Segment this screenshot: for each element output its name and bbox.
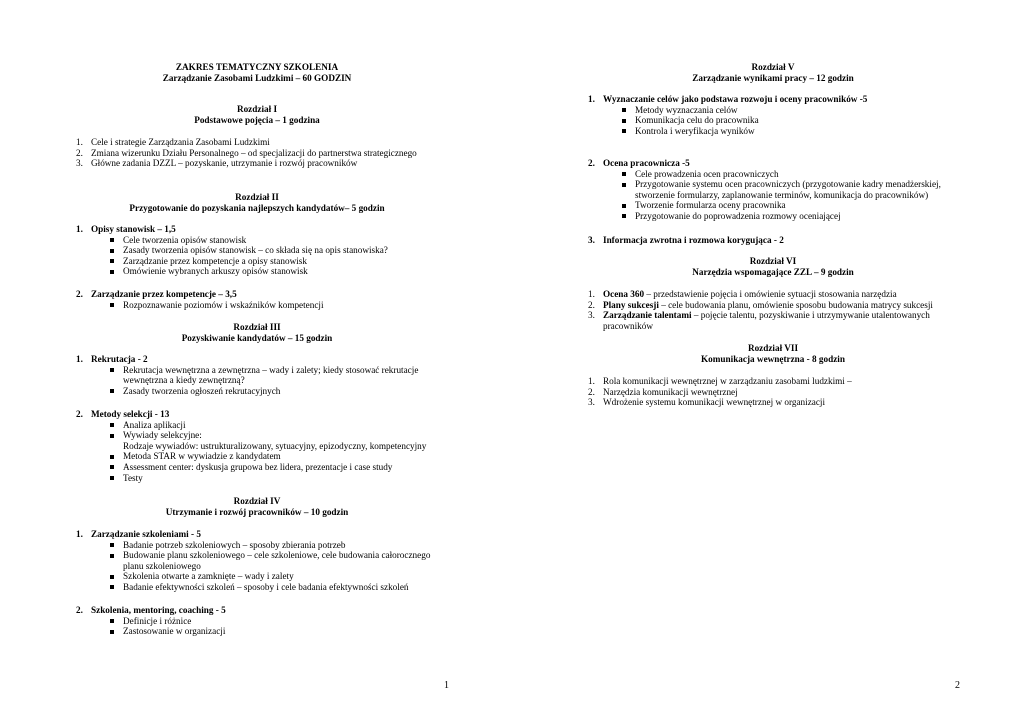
- bullet-item: Wywiady selekcyjne: Rodzaje wywiadów: ustrukturalizowany, sytuacyjny, epizodyczny, kompetencyjny: [76, 430, 438, 451]
- section-title: 2. Ocena pracownicza -5: [588, 158, 690, 168]
- list-item: 2. Narzędzia komunikacji wewnętrznej: [588, 386, 738, 397]
- bullet-item: Tworzenie formularza oceny pracownika: [588, 200, 958, 211]
- bullet-item: Komunikacja celu do pracownika: [588, 115, 958, 126]
- page-number: 1: [444, 680, 449, 691]
- bullet-item: Zasady tworzenia opisów stanowisk – co składa się na opis stanowiska?: [76, 245, 438, 256]
- bullet-item: Metoda STAR w wywiadzie z kandydatem: [76, 451, 438, 462]
- bullet-item: Rekrutacja wewnętrzna a zewnętrzna – wady i zalety; kiedy stosować rekrutacje wewnętrzna a kiedy zewnętrzną?: [76, 365, 438, 386]
- bullet-item: Budowanie planu szkoleniowego – cele szkoleniowe, cele budowania całorocznego planu szkoleniowego: [76, 550, 438, 571]
- chapter-5-section-1: [588, 94, 958, 136]
- chapter-1-heading: [76, 104, 438, 125]
- bullet-item: Metody wyznaczania celów: [588, 105, 958, 116]
- list-item: 2. Plany sukcesji – cele budowania planu, omówienie sposobu budowania matrycy sukcesji: [588, 299, 933, 310]
- chapter-title: Rozdział II: [235, 192, 279, 202]
- chapter-3-section-2: [76, 409, 438, 483]
- chapter-5-section-3: [588, 235, 958, 246]
- section-title: 1. Rekrutacja - 2: [76, 354, 148, 364]
- chapter-6-list: [588, 289, 958, 331]
- list-item: 1. Cele i strategie Zarządzania Zasobami Ludzkimi: [76, 137, 270, 147]
- chapter-title: Rozdział IV: [233, 496, 281, 506]
- section-title: 1. Zarządzanie szkoleniami - 5: [76, 529, 201, 539]
- chapter-5-section-2: [588, 158, 958, 222]
- bullet-item: Assessment center: dyskusja grupowa bez lidera, prezentacje i case study: [76, 462, 438, 473]
- chapter-subtitle: Utrzymanie i rozwój pracowników – 10 godzin: [165, 506, 349, 517]
- chapter-2-section-2: [76, 289, 438, 310]
- chapter-subtitle: Przygotowanie do pozyskania najlepszych kandydatów– 5 godzin: [129, 202, 385, 213]
- main-subtitle: Zarządzanie Zasobami Ludzkimi – 60 GODZIN: [162, 72, 352, 83]
- list-item: 3. Główne zadania DZZL – pozyskanie, utrzymanie i rozwój pracowników: [76, 158, 358, 169]
- bullet-item: Zastosowanie w organizacji: [76, 626, 438, 637]
- list-item-continuation: pracowników: [603, 320, 654, 331]
- bullet-item: Rozpoznawanie poziomów i wskaźników kompetencji: [76, 300, 438, 311]
- chapter-subtitle: Zarządzanie wynikami pracy – 12 godzin: [692, 72, 854, 83]
- bullet-item: Kontrola i weryfikacja wyników: [588, 126, 958, 137]
- list-item: 3. Zarządzanie talentami – pojęcie talentu, pozyskiwanie i utrzymywanie utalentowanych: [588, 310, 930, 321]
- list-item: 2. Zmiana wizerunku Działu Personalnego – od specjalizacji do partnerstwa strategicznego: [76, 147, 417, 158]
- chapter-7-list: [588, 376, 958, 408]
- section-title: 1. Wyznaczanie celów jako podstawa rozwoju i oceny pracowników -5: [588, 94, 868, 104]
- chapter-title: Rozdział V: [751, 62, 795, 72]
- chapter-4-section-1: [76, 529, 438, 593]
- section-title: 2. Metody selekcji - 13: [76, 409, 170, 419]
- chapter-subtitle: Pozyskiwanie kandydatów – 15 godzin: [181, 332, 333, 343]
- chapter-1-list: [76, 137, 438, 169]
- bullet-item: Omówienie wybranych arkuszy opisów stanowisk: [76, 266, 438, 277]
- section-title: 2. Szkolenia, mentoring, coaching - 5: [76, 605, 226, 615]
- chapter-subtitle: Komunikacja wewnętrzna - 8 godzin: [701, 353, 845, 364]
- bullet-item: Badanie potrzeb szkoleniowych – sposoby zbierania potrzeb: [76, 540, 438, 551]
- bullet-item: Definicje i różnice: [76, 616, 438, 627]
- section-title: 3. Informacja zwrotna i rozmowa korygująca - 2: [588, 235, 784, 245]
- chapter-2-section-1: [76, 224, 438, 277]
- chapter-4-section-2: [76, 605, 438, 637]
- chapter-3-heading: [76, 322, 438, 343]
- chapter-5-heading: [588, 62, 958, 83]
- bullet-item: Przygotowanie do poprowadzenia rozmowy oceniającej: [588, 211, 958, 222]
- chapter-3-section-1: [76, 354, 438, 396]
- bullet-item: Szkolenia otwarte a zamknięte – wady i zalety: [76, 571, 438, 582]
- bullet-item: Badanie efektywności szkoleń – sposoby i cele badania efektywności szkoleń: [76, 582, 438, 593]
- chapter-title: Rozdział III: [233, 322, 281, 332]
- list-item: 3. Wdrożenie systemu komunikacji wewnętrznej w organizacji: [588, 397, 826, 408]
- bullet-item: Testy: [76, 473, 438, 484]
- bullet-item: Analiza aplikacji: [76, 420, 438, 431]
- section-title: 2. Zarządzanie przez kompetencje – 3,5: [76, 289, 237, 299]
- chapter-title: Rozdział I: [236, 104, 278, 114]
- chapter-subtitle: Podstawowe pojęcia – 1 godzina: [194, 114, 320, 125]
- list-item: 1. Ocena 360 – przedstawienie pojęcia i omówienie sytuacji stosowania narzędzia: [588, 289, 897, 299]
- document-title: [76, 62, 438, 83]
- section-title: 1. Opisy stanowisk – 1,5: [76, 224, 176, 234]
- bullet-item: Zasady tworzenia ogłoszeń rekrutacyjnych: [76, 386, 438, 397]
- chapter-2-heading: [76, 192, 438, 213]
- bullet-item: Przygotowanie systemu ocen pracowniczych (przygotowanie kadry menadżerskiej, stworzenie formularzy, zaplanowanie terminów, komunikacja do pracowników): [588, 179, 958, 200]
- chapter-4-heading: [76, 496, 438, 517]
- bullet-item: Cele tworzenia opisów stanowisk: [76, 235, 438, 246]
- main-title: ZAKRES TEMATYCZNY SZKOLENIA: [175, 62, 339, 72]
- list-item: 1. Rola komunikacji wewnętrznej w zarządzaniu zasobami ludzkimi –: [588, 376, 852, 386]
- bullet-item: Zarządzanie przez kompetencje a opisy stanowisk: [76, 256, 438, 267]
- bullet-item: Cele prowadzenia ocen pracowniczych: [588, 169, 958, 180]
- chapter-subtitle: Narzędzia wspomagające ZZL – 9 godzin: [692, 266, 854, 277]
- chapter-title: Rozdział VII: [747, 343, 799, 353]
- chapter-title: Rozdział VI: [749, 256, 797, 266]
- page-number: 2: [955, 680, 960, 691]
- chapter-7-heading: [588, 343, 958, 364]
- chapter-6-heading: [588, 256, 958, 277]
